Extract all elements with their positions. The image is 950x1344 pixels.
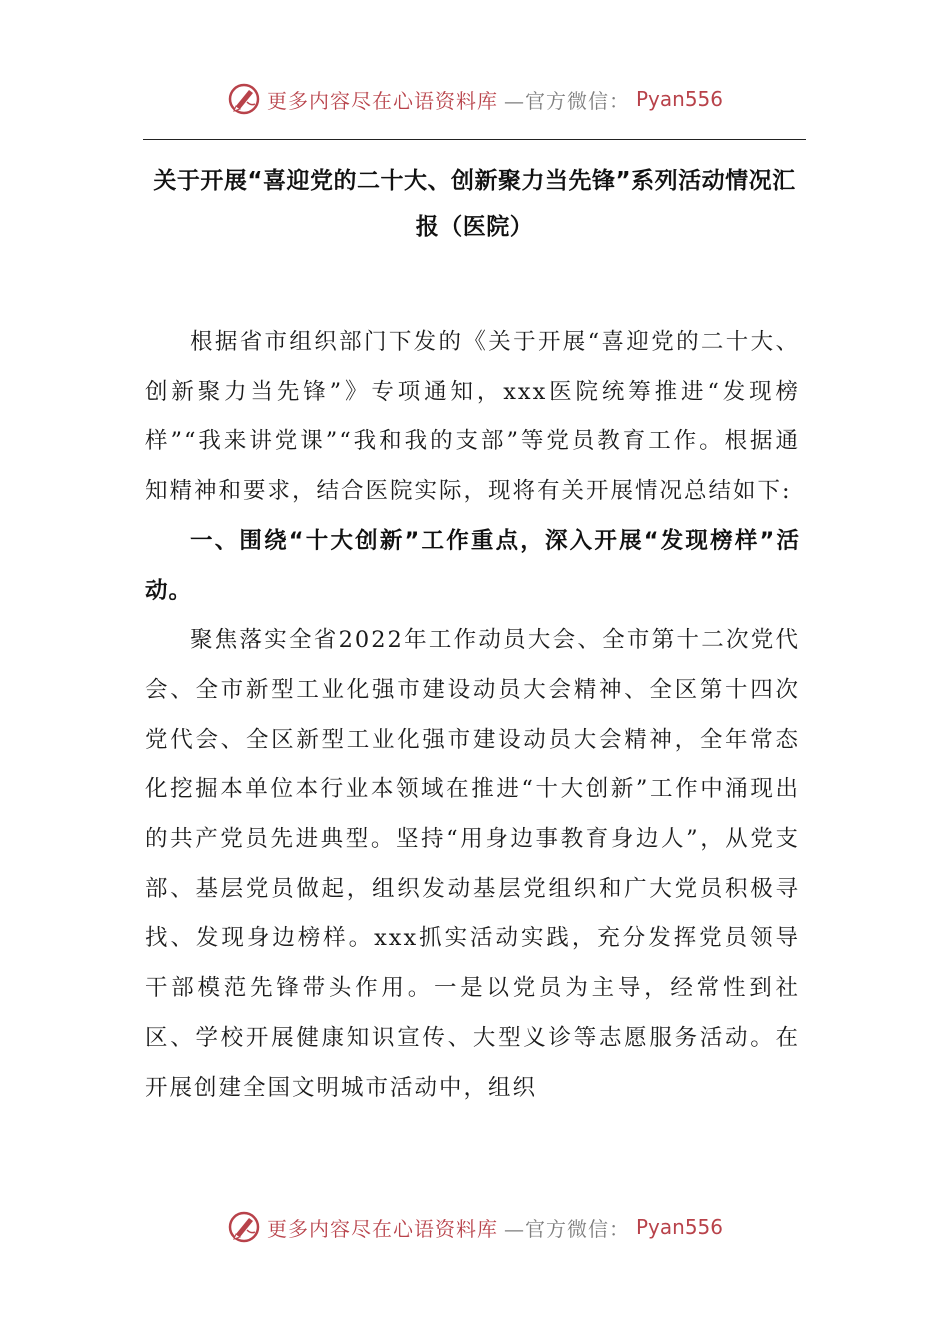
watermark-label: 更多内容尽在心语资料库	[266, 1216, 498, 1241]
watermark-separator: —官方微信：	[503, 1216, 630, 1241]
header-divider	[143, 139, 806, 140]
pen-seal-logo-icon	[227, 82, 261, 116]
section-paragraph-1: 聚焦落实全省2022年工作动员大会、全市第十二次党代会、全市新型工业化强市建设动员大会精神、全区第十四次党代会、全区新型工业化强市建设动员大会精神，全年常态化挖掘本单位本行业本领域在推进“十大创新”工作中涌现出的共产党员先进典型。坚持“用身边事教育身边人”，从党支部、基层党员做起，组织发动基层党组织和广大党员积极寻找、发现身边榜样。xxx抓实活动实践，充分发挥党员领导干部模范先锋带头作用。一是以党员为主导，经常性到社区、学校开展健康知识宣传、大型义诊等志愿服务活动。在开展创建全国文明城市活动中，组织	[145, 627, 800, 1101]
header-watermark	[0, 82, 950, 116]
document-title: 关于开展“喜迎党的二十大、创新聚力当先锋”系列活动情况汇报（医院）	[153, 168, 796, 240]
watermark-label: 更多内容尽在心语资料库	[266, 88, 498, 113]
section-heading-1: 一、围绕“十大创新”工作重点，深入开展“发现榜样”活动。	[145, 527, 800, 604]
intro-paragraph: 根据省市组织部门下发的《关于开展“喜迎党的二十大、创新聚力当先锋”》专项通知，xxx医院统筹推进“发现榜样”“我来讲党课”“我和我的支部”等党员教育工作。根据通知精神和要求，结合医院实际，现将有关开展情况总结如下:	[145, 329, 800, 505]
watermark-wechat-id: Pyan556	[635, 87, 723, 111]
watermark-wechat-id: Pyan556	[635, 1215, 723, 1239]
pen-seal-logo-icon	[227, 1210, 261, 1244]
watermark-separator: —官方微信：	[503, 88, 630, 113]
document-body	[145, 318, 800, 1113]
footer-watermark	[0, 1210, 950, 1244]
